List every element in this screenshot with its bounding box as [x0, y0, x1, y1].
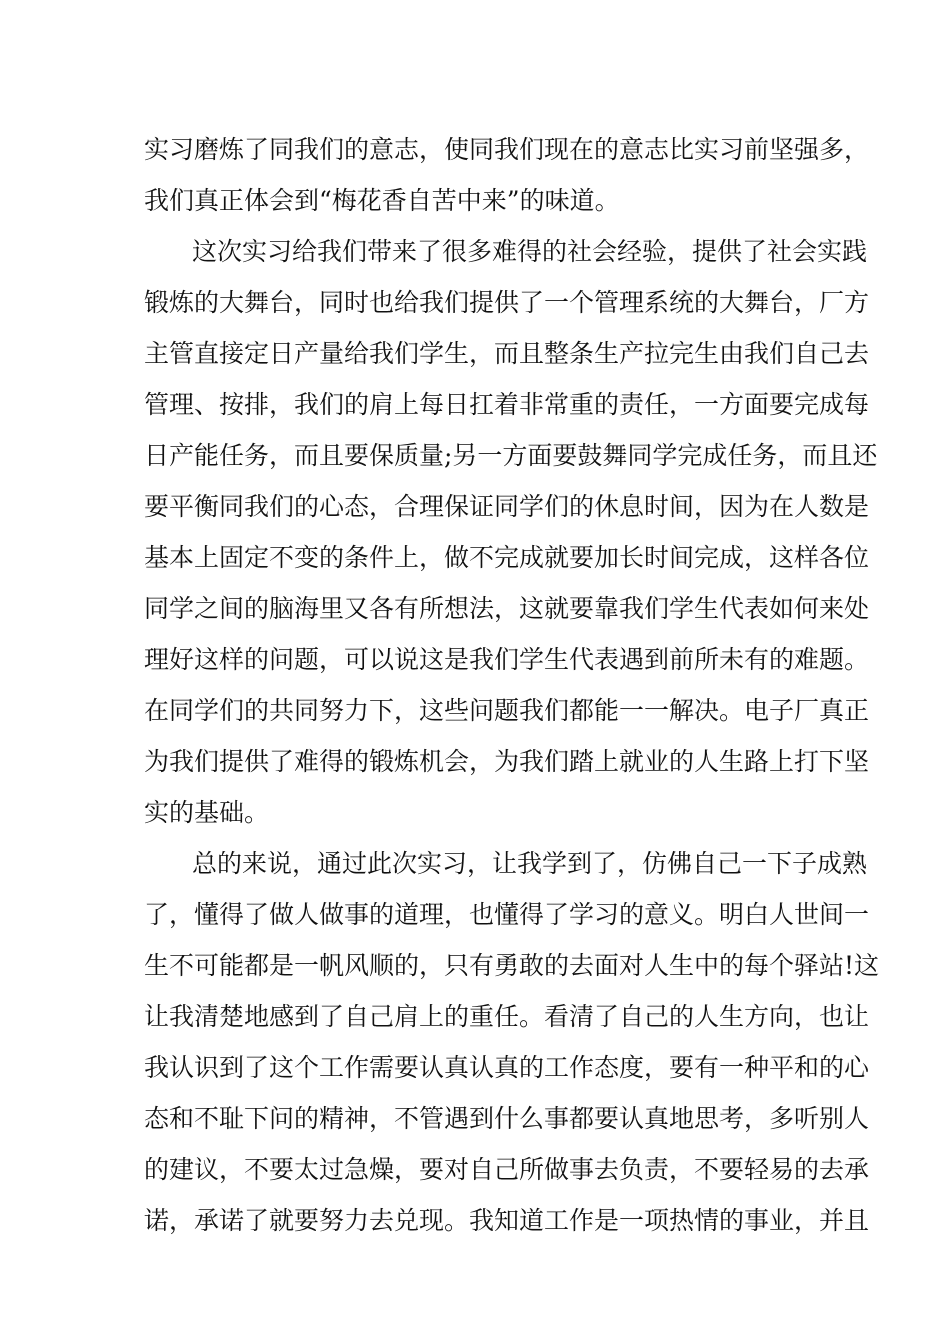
text-line: 总的来说，通过此次实习，让我学到了，仿佛自己一下子成熟 — [192, 849, 868, 878]
text-line: 的建议，不要太过急燥，要对自己所做事去负责，不要轻易的去承 — [144, 1155, 870, 1184]
text-line: 管理、按排，我们的肩上每日扛着非常重的责任，一方面要完成每 — [144, 390, 870, 419]
text-line: 基本上固定不变的条件上，做不完成就要加长时间完成，这样各位 — [144, 543, 870, 572]
text-line: 了，懂得了做人做事的道理，也懂得了学习的意义。明白人世间一 — [144, 900, 870, 929]
text-line: 日产能任务，而且要保质量;另一方面要鼓舞同学完成任务，而且还 — [144, 441, 878, 470]
text-line: 让我清楚地感到了自己肩上的重任。看清了自己的人生方向，也让 — [144, 1002, 870, 1031]
text-line: 实的基础。 — [144, 798, 270, 827]
text-line: 诺，承诺了就要努力去兑现。我知道工作是一项热情的事业，并且 — [144, 1206, 870, 1235]
text-line: 生不可能都是一帆风顺的，只有勇敢的去面对人生中的每个驿站!这 — [144, 951, 880, 980]
text-line: 锻炼的大舞台，同时也给我们提供了一个管理系统的大舞台，厂方 — [144, 288, 870, 317]
text-line: 主管直接定日产量给我们学生，而且整条生产拉完生由我们自己去 — [144, 339, 870, 368]
text-line: 在同学们的共同努力下，这些问题我们都能一一解决。电子厂真正 — [144, 696, 870, 725]
text-line: 为我们提供了难得的锻炼机会，为我们踏上就业的人生路上打下坚 — [144, 747, 870, 776]
text-line: 态和不耻下问的精神，不管遇到什么事都要认真地思考，多听别人 — [144, 1104, 870, 1133]
text-line: 同学之间的脑海里又各有所想法，这就要靠我们学生代表如何来处 — [144, 594, 870, 623]
text-line: 理好这样的问题，可以说这是我们学生代表遇到前所未有的难题。 — [144, 645, 870, 674]
text-line: 我们真正体会到“梅花香自苦中来”的味道。 — [144, 186, 620, 215]
text-line: 我认识到了这个工作需要认真认真的工作态度，要有一种平和的心 — [144, 1053, 870, 1082]
text-line: 要平衡同我们的心态，合理保证同学们的休息时间，因为在人数是 — [144, 492, 870, 521]
text-line: 实习磨炼了同我们的意志，使同我们现在的意志比实习前坚强多， — [144, 135, 870, 164]
text-line: 这次实习给我们带来了很多难得的社会经验，提供了社会实践 — [192, 237, 868, 266]
